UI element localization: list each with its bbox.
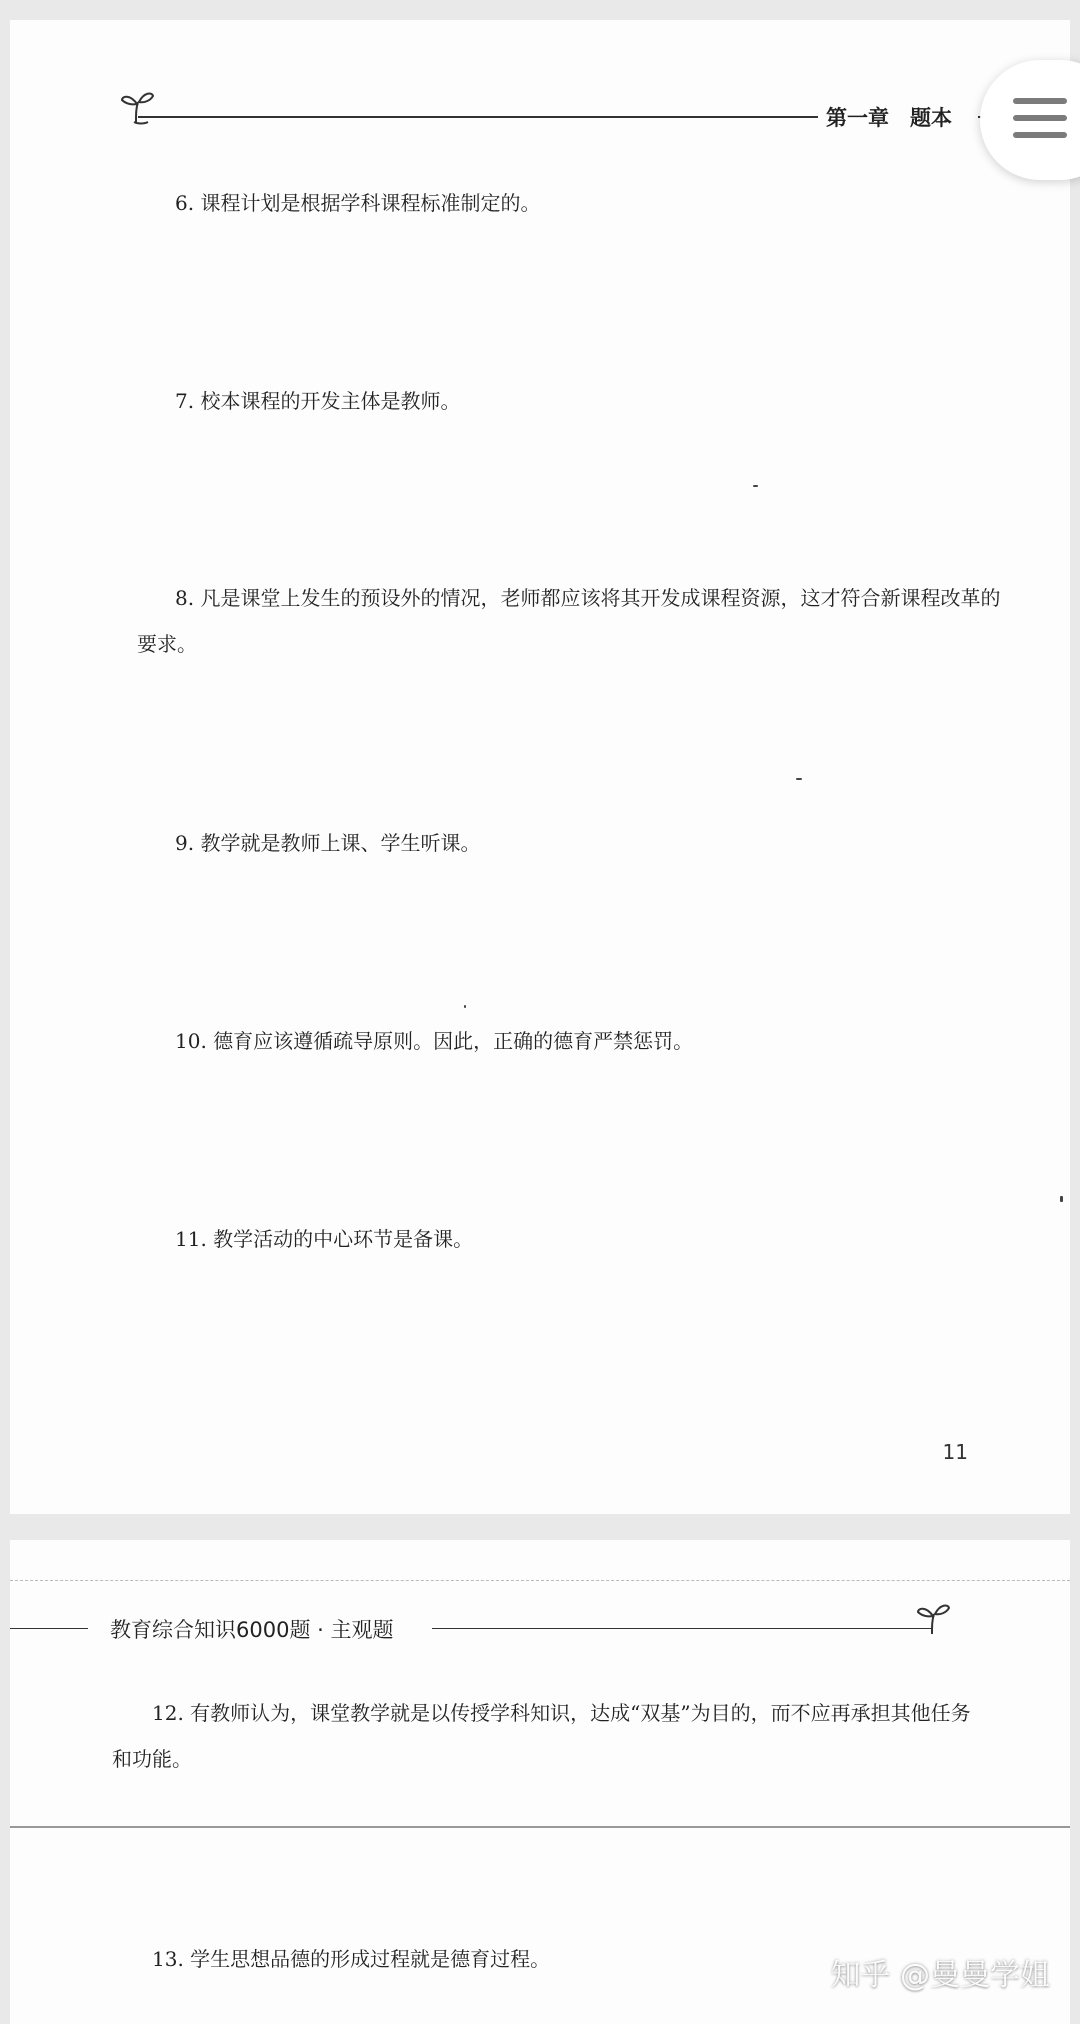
book-title: 教育综合知识6000题 · 主观题 xyxy=(110,1618,394,1642)
question-7: 7. 校本课程的开发主体是教师。 xyxy=(175,389,461,413)
question-8: 8. 凡是课堂上发生的预设外的情况，老师都应该将其开发成课程资源，这才符合新课程改革的要求。 xyxy=(137,586,1001,656)
question-12: 12. 有教师认为，课堂教学就是以传授学科知识，达成“双基”为目的，而不应再承担其他任务和功能。 xyxy=(112,1701,971,1771)
sprout-icon xyxy=(914,1598,954,1638)
sprout-icon xyxy=(118,86,158,126)
scan-fold-line xyxy=(10,1826,1070,1828)
header-rule xyxy=(432,1628,932,1629)
header-rule-start xyxy=(10,1628,88,1629)
scan-speck xyxy=(464,1005,466,1008)
scan-speck xyxy=(1060,1196,1063,1202)
scan-speck xyxy=(753,485,758,487)
page-number: 11 xyxy=(942,1440,968,1464)
header-rule xyxy=(138,116,818,118)
chapter-title: 第一章 题本 xyxy=(826,106,952,130)
question-10: 10. 德育应该遵循疏导原则。因此，正确的德育严禁惩罚。 xyxy=(175,1029,694,1053)
question-6: 6. 课程计划是根据学科课程标准制定的。 xyxy=(175,191,541,215)
watermark: 知乎 @曼曼学姐 xyxy=(830,1958,1050,1993)
question-11: 11. 教学活动的中心环节是备课。 xyxy=(175,1227,474,1251)
document-page-1 xyxy=(10,20,1070,1514)
hamburger-menu-icon[interactable] xyxy=(1013,98,1067,104)
scan-speck xyxy=(796,778,802,780)
question-13: 13. 学生思想品德的形成过程就是德育过程。 xyxy=(152,1947,551,1971)
hamburger-menu-icon-bar[interactable] xyxy=(1013,115,1067,121)
question-9: 9. 教学就是教师上课、学生听课。 xyxy=(175,831,481,855)
scan-border-line xyxy=(10,1580,1070,1581)
hamburger-menu-icon-bar[interactable] xyxy=(1013,132,1067,138)
